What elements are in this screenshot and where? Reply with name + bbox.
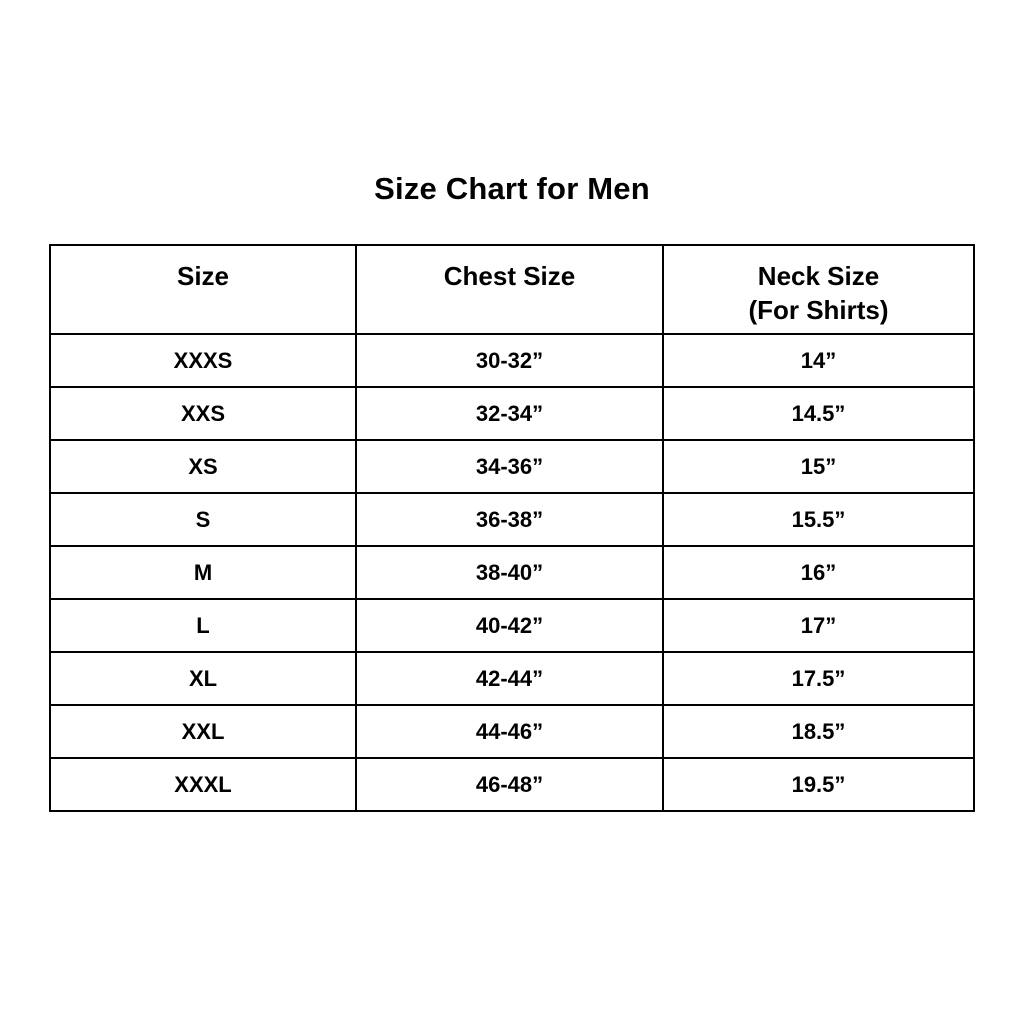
size-cell: XL [50, 652, 356, 705]
size-cell: XXXL [50, 758, 356, 811]
neck-cell: 14” [663, 334, 974, 387]
size-cell: XS [50, 440, 356, 493]
chest-cell: 30-32” [356, 334, 663, 387]
column-header-neck-size-line2: (For Shirts) [748, 295, 889, 325]
table-row [50, 546, 974, 599]
size-cell: XXS [50, 387, 356, 440]
size-cell: S [50, 493, 356, 546]
column-header-size: Size [50, 245, 356, 334]
chest-cell: 36-38” [356, 493, 663, 546]
table-row [50, 652, 974, 705]
size-cell: XXXS [50, 334, 356, 387]
size-cell: M [50, 546, 356, 599]
neck-cell: 18.5” [663, 705, 974, 758]
table-row [50, 705, 974, 758]
table-row [50, 334, 974, 387]
neck-cell: 14.5” [663, 387, 974, 440]
size-cell: L [50, 599, 356, 652]
column-header-neck-size [663, 245, 974, 334]
chest-cell: 32-34” [356, 387, 663, 440]
table-row [50, 440, 974, 493]
neck-cell: 17.5” [663, 652, 974, 705]
page-title: Size Chart for Men [374, 171, 650, 206]
table-row [50, 493, 974, 546]
table-row [50, 758, 974, 811]
neck-cell: 16” [663, 546, 974, 599]
size-cell: XXL [50, 705, 356, 758]
neck-cell: 19.5” [663, 758, 974, 811]
chest-cell: 42-44” [356, 652, 663, 705]
neck-cell: 15” [663, 440, 974, 493]
chest-cell: 34-36” [356, 440, 663, 493]
chest-cell: 40-42” [356, 599, 663, 652]
chest-cell: 44-46” [356, 705, 663, 758]
neck-cell: 17” [663, 599, 974, 652]
chest-cell: 38-40” [356, 546, 663, 599]
table-header-row [50, 245, 974, 334]
column-header-chest-size: Chest Size [356, 245, 663, 334]
table-row [50, 599, 974, 652]
size-chart-table [49, 244, 975, 812]
column-header-neck-size-line1: Neck Size [757, 261, 880, 291]
chest-cell: 46-48” [356, 758, 663, 811]
table-row [50, 387, 974, 440]
neck-cell: 15.5” [663, 493, 974, 546]
